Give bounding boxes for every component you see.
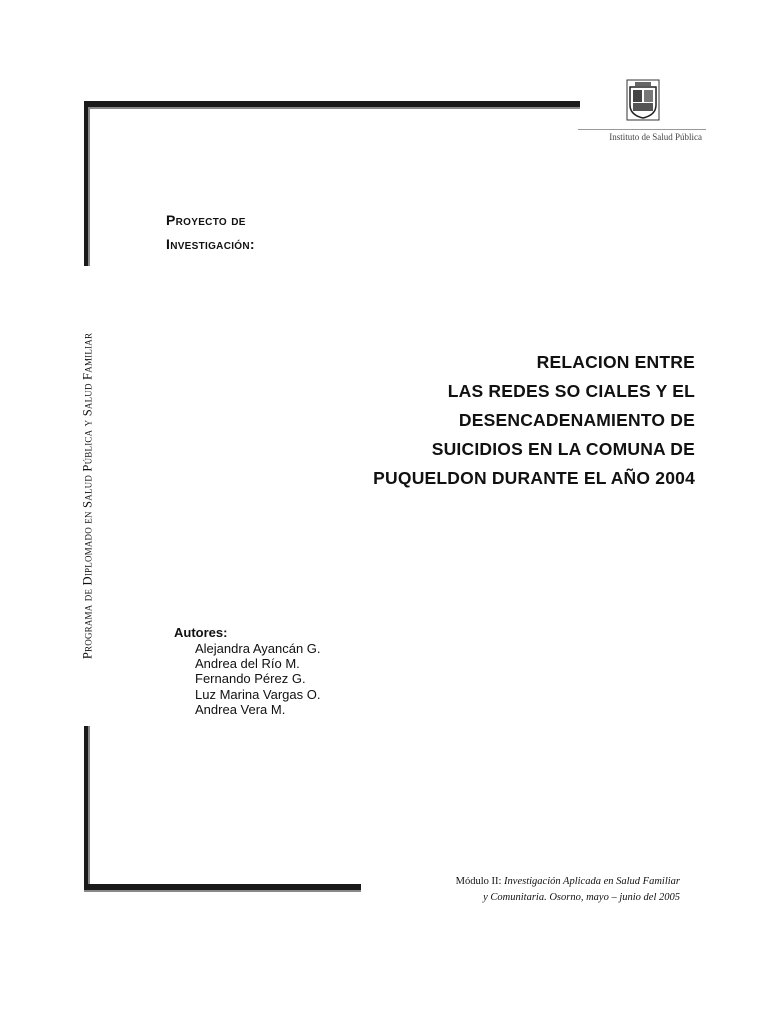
frame-top-shadow bbox=[84, 107, 580, 109]
authors-list bbox=[195, 641, 321, 717]
logo-caption: Instituto de Salud Pública bbox=[609, 132, 702, 142]
author-name: Andrea del Río M. bbox=[195, 656, 300, 672]
title-line: PUQUELDON DURANTE EL AÑO 2004 bbox=[373, 468, 695, 488]
project-heading-line2: Investigación: bbox=[166, 236, 255, 252]
author-name: Luz Marina Vargas O. bbox=[195, 686, 321, 702]
title-line: RELACION ENTRE bbox=[536, 352, 695, 372]
title-line: DESENCADENAMIENTO DE bbox=[458, 410, 695, 430]
author-name: Andrea Vera M. bbox=[195, 701, 286, 717]
footer-module-name: Investigación Aplicada en Salud Familiar bbox=[504, 876, 680, 887]
authors-label: Autores: bbox=[174, 625, 228, 640]
title-line: SUICIDIOS EN LA COMUNA DE bbox=[431, 439, 695, 459]
project-heading bbox=[166, 208, 255, 256]
project-heading-line1: Proyecto de bbox=[166, 212, 246, 228]
document-title bbox=[373, 348, 695, 493]
frame-bottom-shadow bbox=[84, 890, 361, 892]
side-program-text: Programa de Diplomado en Salud Pública y Salud Familiar bbox=[80, 332, 95, 660]
title-line: LAS REDES SO CIALES Y EL bbox=[447, 381, 695, 401]
logo-rule bbox=[578, 129, 706, 130]
author-name: Alejandra Ayancán G. bbox=[195, 641, 321, 656]
author-name: Fernando Pérez G. bbox=[195, 671, 306, 687]
footer-line1 bbox=[456, 874, 680, 890]
footer-module-prefix: Módulo II: bbox=[455, 876, 505, 887]
module-footer bbox=[456, 874, 680, 906]
footer-line2: y Comunitaria. Osorno, mayo – junio del 2005 bbox=[483, 892, 680, 903]
institute-seal-icon bbox=[626, 79, 660, 121]
